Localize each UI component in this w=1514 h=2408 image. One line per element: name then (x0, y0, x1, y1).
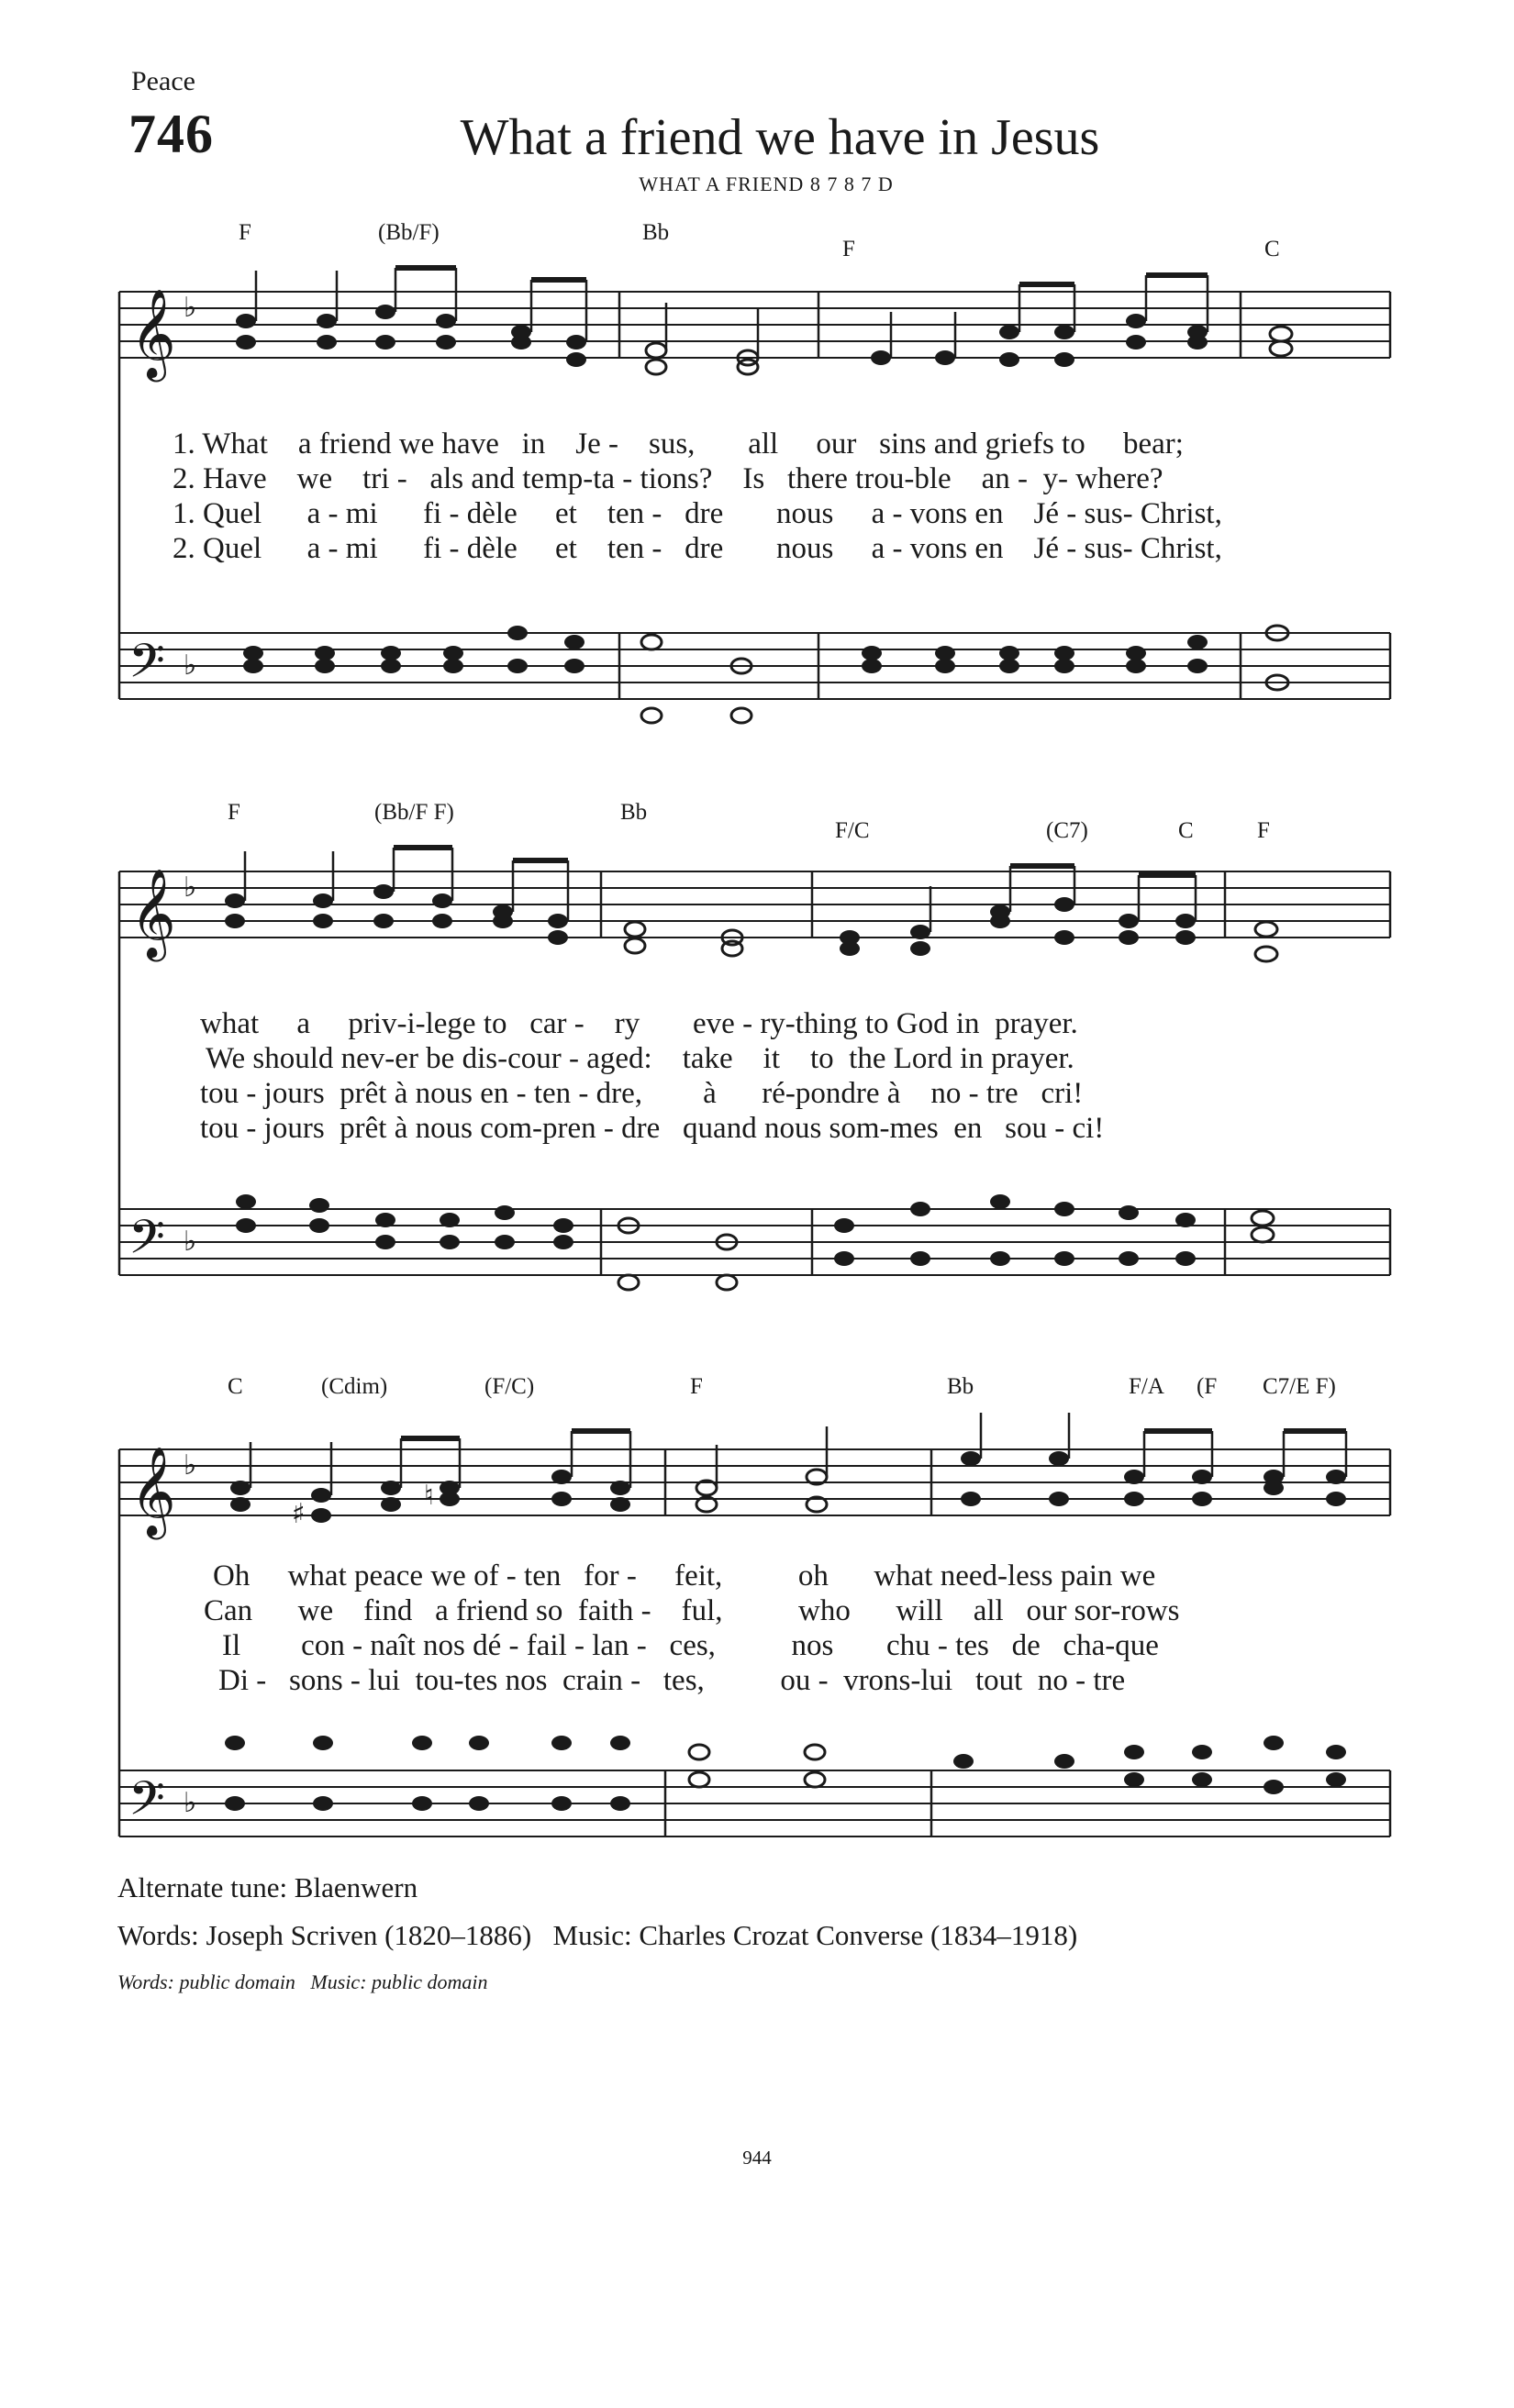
lyric-syllable: Je - (575, 427, 618, 461)
lyric-syllable: y- where? (1042, 462, 1163, 495)
lyric-syllable: tout (974, 1664, 1023, 1697)
chord-symbol: C (1264, 237, 1280, 261)
lyric-syllable: sou - ci! (1005, 1112, 1105, 1145)
lyric-syllable: tou - jours (200, 1112, 325, 1145)
lyric-syllable: als and temp-ta - tions? (429, 462, 713, 495)
alternate-tune-note: Alternate tune: Blaenwern (117, 1871, 418, 1903)
lyric-syllable: nous (776, 532, 834, 565)
lyric-syllable: dre (685, 497, 724, 530)
lyric-syllable: ten - (607, 532, 662, 565)
lyric-syllable: there trou-ble (786, 462, 952, 495)
lyric-syllable: de (1011, 1629, 1041, 1662)
treble-notes (230, 1451, 1346, 1523)
lyric-syllable: dre, (596, 1077, 643, 1110)
lyric-syllable: tou-tes nos (415, 1664, 548, 1697)
lyric-syllable: the Lord in (849, 1042, 984, 1075)
lyric-syllable: tes, (662, 1664, 705, 1697)
lyric-line-verse-1-fr (222, 1629, 1159, 1663)
lyric-syllable: priv-i-lege to (348, 1007, 507, 1040)
lyric-syllable: 1. Quel (173, 497, 262, 530)
page-number: 944 (742, 2147, 772, 2169)
lyric-syllable: 2. Have (173, 462, 267, 495)
lyric-syllable: take (682, 1042, 733, 1075)
lyric-syllable: dre (621, 1112, 661, 1145)
lyric-syllable: we (296, 462, 333, 495)
chord-symbol: F (228, 800, 240, 825)
lyric-syllable: Is (742, 462, 765, 495)
chord-symbol: (F/C) (484, 1374, 535, 1399)
lyric-syllable: who (798, 1594, 851, 1627)
bass-clef-icon: 𝄢 (128, 633, 165, 700)
lyric-syllable: dé - fail - lan - (473, 1629, 647, 1662)
chord-symbol: F (690, 1374, 703, 1399)
lyric-syllable: faith - (577, 1594, 651, 1627)
lyric-syllable: ré-pondre à (762, 1077, 901, 1110)
lyric-syllable: a - vons en (871, 532, 1004, 565)
lyric-syllable: an - (981, 462, 1029, 495)
chord-symbol: C7/E F) (1263, 1374, 1336, 1399)
lyric-syllable: a - mi (306, 497, 378, 530)
bass-clef-icon: 𝄢 (128, 1770, 165, 1837)
lyric-syllable: a (296, 1007, 311, 1040)
treble-clef-icon: 𝄞 (130, 288, 176, 378)
chord-symbol: (Cdim) (321, 1374, 388, 1399)
lyric-syllable: cha-que (1063, 1629, 1159, 1662)
lyric-syllable: sins and griefs to (879, 427, 1085, 461)
lyric-syllable: tri - (362, 462, 407, 495)
bass-half-notes (689, 1745, 825, 1787)
sharp-icon: ♯ (292, 1498, 306, 1530)
tune-meter: WHAT A FRIEND 8 7 8 7 D (639, 172, 894, 195)
lyric-syllable: of - ten (473, 1559, 562, 1592)
lyric-syllable: et (555, 532, 577, 565)
lyric-syllable: will (896, 1594, 943, 1627)
lyric-syllable: ou - (780, 1664, 829, 1697)
key-flat-icon: ♭ (184, 1787, 197, 1819)
lyric-syllable: it (763, 1042, 780, 1075)
chord-symbol: F/A (1129, 1374, 1164, 1399)
lyric-syllable: no - tre (930, 1077, 1019, 1110)
lyric-syllable: quand nous som-mes (683, 1112, 939, 1145)
lyric-syllable: a - vons en (871, 497, 1004, 530)
lyric-syllable: crain - (562, 1664, 641, 1697)
lyric-syllable: no - tre (1037, 1664, 1126, 1697)
lyric-syllable: feit, (674, 1559, 723, 1592)
lyric-syllable: nous (776, 497, 834, 530)
lyric-syllable: fi - dèle (423, 497, 518, 530)
treble-clef-icon: 𝄞 (130, 868, 176, 958)
lyric-syllable: Jé - sus- Christ, (1033, 532, 1222, 565)
chord-symbol: Bb (642, 220, 670, 245)
chord-symbol: (F (1197, 1374, 1218, 1399)
chord-symbol: F (239, 220, 251, 245)
chord-symbol: (C7) (1046, 818, 1088, 843)
lyric-syllable: ten - (607, 497, 662, 530)
treble-clef-icon: 𝄞 (130, 1446, 176, 1536)
lyric-syllable: prêt à nous com-pren - (340, 1112, 614, 1145)
lyric-syllable: oh (797, 1559, 829, 1592)
lyric-syllable: for - (584, 1559, 637, 1592)
lyric-syllable: cri! (1041, 1077, 1084, 1110)
lyric-syllable: eve - ry-thing to God in (693, 1007, 980, 1040)
copyright-line: Words: public domain Music: public domain (117, 1970, 488, 1993)
lyric-syllable: Oh (213, 1559, 250, 1592)
natural-icon: ♮ (424, 1480, 434, 1512)
chord-symbol: (Bb/F F) (374, 800, 454, 825)
chord-symbol: (Bb/F) (378, 220, 440, 245)
lyric-syllable: Jé - sus- Christ, (1033, 497, 1222, 530)
lyric-syllable: ces, (669, 1629, 716, 1662)
chord-symbol: Bb (947, 1374, 974, 1399)
credits-line: Words: Joseph Scriven (1820–1886) Music: Charles Crozat Converse (1834–1918) (117, 1919, 1078, 1951)
lyric-line-verse-2 (204, 1594, 1180, 1628)
lyric-syllable: Di - (218, 1664, 267, 1697)
chord-symbol: F (842, 237, 855, 261)
lyric-syllable: con - naît nos (301, 1629, 465, 1662)
lyric-syllable: 2. Quel (173, 532, 262, 565)
lyric-syllable: vrons-lui (843, 1664, 953, 1697)
lyric-syllable: Il (222, 1629, 241, 1662)
lyric-syllable: car - (529, 1007, 584, 1040)
lyric-syllable: what peace we (287, 1559, 466, 1592)
key-flat-icon: ♭ (184, 649, 197, 682)
chord-symbol: F (1257, 818, 1270, 843)
lyric-syllable: in (521, 427, 546, 461)
lyric-syllable: our (816, 427, 857, 461)
lyric-syllable: sons - lui (289, 1664, 401, 1697)
lyric-syllable: nos (791, 1629, 834, 1662)
lyric-syllable: Can (204, 1594, 253, 1627)
lyric-syllable: what need-less pain (874, 1559, 1113, 1592)
chord-symbol: F/C (835, 818, 870, 843)
bass-notes (225, 1736, 1346, 1811)
lyric-line-verse-2-fr (218, 1664, 1125, 1698)
lyric-syllable: all (973, 1594, 1004, 1627)
lyric-syllable: sus, (649, 427, 696, 461)
chord-symbol: C (228, 1374, 243, 1399)
lyric-syllable: prayer. (995, 1007, 1078, 1040)
key-flat-icon: ♭ (184, 292, 197, 324)
lyric-syllable: prayer. (991, 1042, 1074, 1075)
key-flat-icon: ♭ (184, 871, 197, 904)
lyric-syllable: en (953, 1112, 983, 1145)
lyric-syllable: ful, (681, 1594, 723, 1627)
lyric-syllable: et (555, 497, 577, 530)
lyric-syllable: what (200, 1007, 260, 1040)
chord-symbol: Bb (620, 800, 648, 825)
key-flat-icon: ♭ (184, 1226, 197, 1258)
lyric-syllable: chu - tes (886, 1629, 989, 1662)
lyric-syllable: we (1119, 1559, 1156, 1592)
lyric-syllable: find (363, 1594, 413, 1627)
key-flat-icon: ♭ (184, 1449, 197, 1481)
hymn-number: 746 (128, 104, 214, 164)
lyric-syllable: We should nev-er be (206, 1042, 455, 1075)
bass-clef-icon: 𝄢 (128, 1209, 165, 1276)
lyric-syllable: all (748, 427, 779, 461)
lyric-line-verse-1 (213, 1559, 1155, 1593)
beams (401, 1431, 1346, 1438)
lyric-syllable: we (297, 1594, 334, 1627)
lyric-syllable: our sor-rows (1026, 1594, 1180, 1627)
lyric-syllable: a friend we have (297, 427, 499, 461)
lyric-syllable: to (810, 1042, 834, 1075)
hymn-title: What a friend we have in Jesus (460, 109, 1100, 166)
lyric-syllable: fi - dèle (423, 532, 518, 565)
lyric-syllable: a - mi (306, 532, 378, 565)
lyric-syllable: bear; (1122, 427, 1184, 461)
lyric-syllable: prêt à nous en - ten - (340, 1077, 589, 1110)
lyric-syllable: dre (685, 532, 724, 565)
section-label: Peace (131, 66, 195, 96)
lyric-syllable: dis-cour - aged: (462, 1042, 652, 1075)
lyric-syllable: a friend so (435, 1594, 563, 1627)
lyric-syllable: à (703, 1077, 717, 1110)
lyric-syllable: tou - jours (200, 1077, 325, 1110)
lyric-syllable: ry (614, 1007, 640, 1040)
chord-symbol: C (1178, 818, 1194, 843)
lyric-syllable: 1. What (173, 427, 268, 461)
